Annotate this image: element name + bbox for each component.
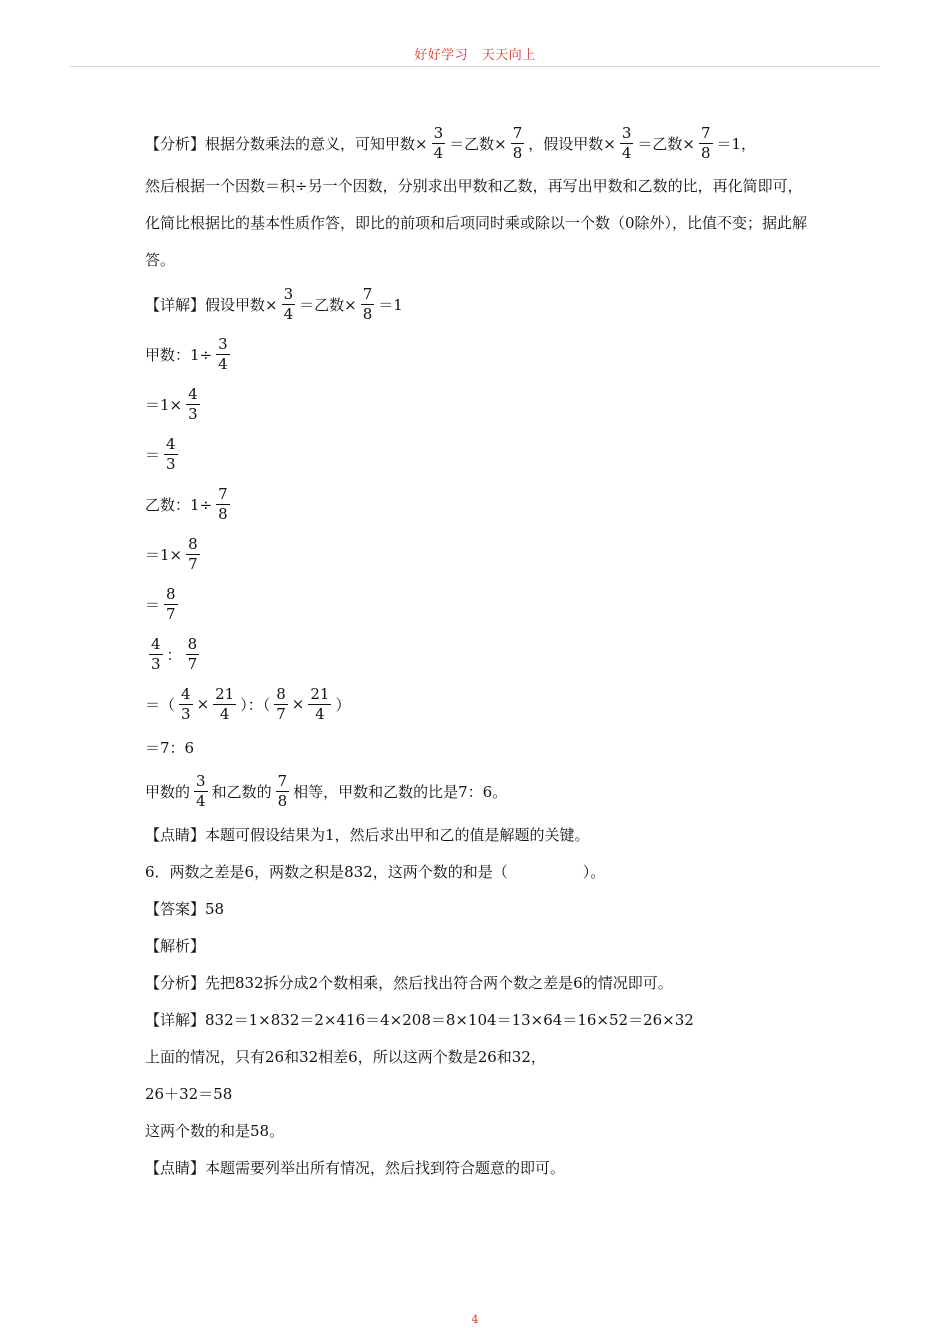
calc-yi-step: ＝1× $\frac{8}{7}$: [145, 534, 198, 573]
detail-6: 【详解】832＝1×832＝2×416＝4×208＝8×104＝13×64＝16×52＝26×32: [145, 1011, 694, 1029]
text: ＝乙数×: [449, 134, 507, 153]
fraction-4-3: $\frac{4}{3}$: [181, 684, 191, 723]
calc-yi: 乙数：1÷ $\frac{7}{8}$: [145, 484, 228, 523]
fraction-7-8: $\frac{7}{8}$: [700, 123, 711, 162]
detail-6-line-4: 这两个数的和是58。: [145, 1122, 285, 1140]
ratio-result: ＝7：6: [145, 739, 195, 757]
fraction-21-4: $\frac{21}{4}$: [215, 684, 235, 723]
fraction-3-4: $\frac{3}{4}$: [433, 123, 444, 162]
fraction-7-8: $\frac{7}{8}$: [512, 123, 523, 162]
fraction-8-7: $\frac{8}{7}$: [276, 684, 286, 723]
answer-6: 【答案】58: [145, 900, 225, 918]
fraction-4-3: $\frac{4}{3}$: [151, 634, 161, 673]
detail-6-line-2: 上面的情况，只有26和32相差6，所以这两个数是26和32，: [145, 1048, 546, 1066]
calc-jia: 甲数：1÷ $\frac{3}{4}$: [145, 334, 228, 373]
document-body: [145, 118, 815, 1186]
fraction-4-3: $\frac{4}{3}$: [188, 384, 198, 423]
ratio-line: $\frac{4}{3}$ ： $\frac{8}{7}$: [151, 634, 198, 673]
text: ＝1，: [716, 134, 757, 153]
jiexi-6: 【解析】: [145, 937, 206, 955]
fraction-3-4: $\frac{3}{4}$: [283, 284, 294, 323]
text: 【分析】根据分数乘法的意义，可知甲数×: [145, 134, 428, 153]
fraction-3-4: $\frac{3}{4}$: [218, 334, 228, 373]
fraction-3-4: $\frac{3}{4}$: [621, 123, 632, 162]
detail-line-1: 【详解】假设甲数× $\frac{3}{4}$ ＝乙数× $\frac{7}{8}$ ＝1: [145, 284, 403, 323]
fraction-7-8: $\frac{7}{8}$: [218, 484, 228, 523]
calc-jia-result: ＝ $\frac{4}{3}$: [145, 434, 176, 473]
page-header: 好好学习 天天向上: [414, 48, 536, 63]
fraction-3-4: $\frac{3}{4}$: [196, 771, 206, 810]
detail-6-line-3: 26＋32＝58: [145, 1085, 233, 1103]
fraction-4-3: $\frac{4}{3}$: [166, 434, 176, 473]
analysis-line-1: [145, 118, 815, 168]
calc-yi-result: ＝ $\frac{8}{7}$: [145, 584, 176, 623]
comment-1: 【点睛】本题可假设结果为1，然后求出甲和乙的值是解题的关键。: [145, 826, 590, 844]
analysis-paragraph: 然后根据一个因数＝积÷另一个因数，分别求出甲数和乙数，再写出甲数和乙数的比，再化简即可，化简比根据比的基本性质作答，即比的前项和后项同时乘或除以一个数（0除外），比值不变；据此解答。: [145, 177, 808, 269]
page-number: 4: [471, 1313, 479, 1326]
fraction-7-8: $\frac{7}{8}$: [362, 284, 373, 323]
header-divider: [70, 66, 880, 67]
fraction-7-8: $\frac{7}{8}$: [277, 771, 288, 810]
ratio-simplify-line: ＝（ $\frac{4}{3}$ × $\frac{21}{4}$ ）：（ $\frac{8}{7}$ × $\frac{21}{4}$ ）: [145, 684, 351, 723]
text: ，假设甲数×: [528, 134, 616, 153]
calc-jia-step: ＝1× $\frac{4}{3}$: [145, 384, 198, 423]
fraction-8-7: $\frac{8}{7}$: [166, 584, 176, 623]
comment-6: 【点睛】本题需要列举出所有情况，然后找到符合题意的即可。: [145, 1159, 566, 1177]
fraction-21-4: $\frac{21}{4}$: [310, 684, 330, 723]
fraction-8-7: $\frac{8}{7}$: [188, 534, 198, 573]
text: ＝乙数×: [637, 134, 695, 153]
fraction-8-7: $\frac{8}{7}$: [187, 634, 198, 673]
analysis-6: 【分析】先把832拆分成2个数相乘，然后找出符合两个数之差是6的情况即可。: [145, 974, 673, 992]
conclusion-line: 甲数的 $\frac{3}{4}$ 和乙数的 $\frac{7}{8}$ 相等，甲数和乙数的比是7：6。: [145, 771, 508, 810]
question-6: 6．两数之差是6，两数之积是832，这两个数的和是（ ）。: [145, 863, 606, 881]
